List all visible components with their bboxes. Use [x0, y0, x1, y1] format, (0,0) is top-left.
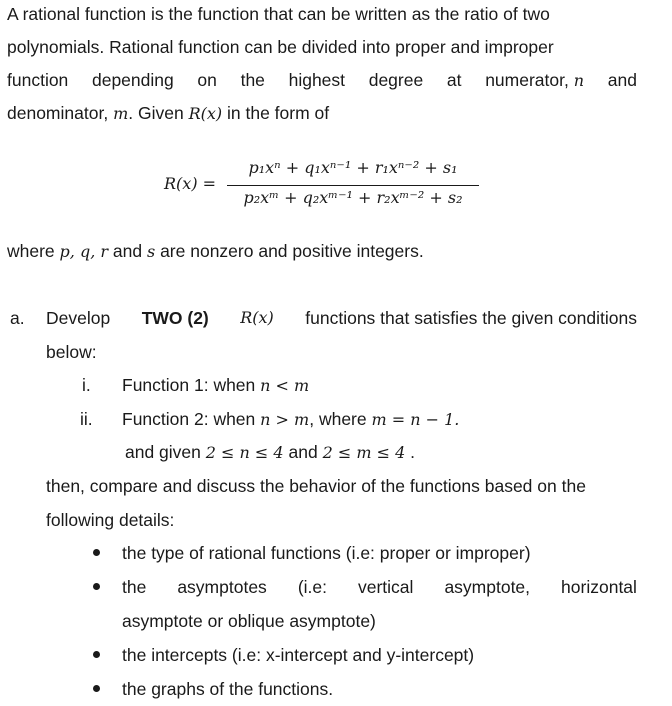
given-line	[125, 441, 415, 464]
word: the	[122, 577, 147, 597]
item-function-2	[122, 408, 459, 431]
formula-lhs: R(x) =	[164, 174, 217, 193]
word: numerator,	[485, 70, 569, 90]
bullet-item-asymptotes	[122, 576, 637, 598]
intro-line-1: A rational function is the function that can be written as the ratio of two	[7, 4, 550, 24]
math-var-n: n	[573, 71, 585, 90]
word: asymptotes	[177, 577, 267, 597]
math-var-m: m	[113, 104, 129, 123]
question-line-1	[46, 307, 637, 329]
text: and given	[125, 442, 201, 462]
bullet-item-type: the type of rational functions (i.e: proper or improper)	[122, 543, 531, 563]
item-number: ii.	[80, 409, 93, 429]
formula-denominator: p₂xᵐ + q₂xᵐ⁻¹ + r₂xᵐ⁻² + s₂	[243, 188, 463, 207]
text: functions that satisfies the given conditions	[305, 308, 637, 328]
text: Function 2: when	[122, 409, 256, 429]
text: where	[7, 241, 55, 261]
word: highest	[288, 70, 346, 90]
text: and	[112, 241, 143, 261]
word: (i.e:	[297, 577, 327, 597]
text: .	[410, 442, 415, 462]
math-condition: n > m	[260, 410, 310, 429]
math-vars-pqr: p, q, r	[59, 242, 109, 261]
text: denominator,	[7, 103, 109, 123]
word: depending	[91, 70, 174, 90]
item-function-1	[122, 374, 309, 397]
item-number: i.	[82, 375, 91, 395]
bold-count: TWO (2)	[141, 308, 209, 328]
word: asymptote,	[444, 577, 531, 597]
then-line-1: then, compare and discuss the behavior of the functions based on the	[46, 476, 586, 496]
question-label: a.	[10, 308, 25, 328]
math-func-rx: R(x)	[188, 104, 223, 123]
bullet-item-graphs: the graphs of the functions.	[122, 679, 334, 699]
fraction-bar	[227, 185, 479, 186]
word: function	[7, 70, 69, 90]
word: on	[197, 70, 217, 90]
question-line-2: below:	[46, 342, 97, 362]
intro-line-4	[7, 102, 329, 125]
text: and	[288, 442, 318, 462]
intro-line-2: polynomials. Rational function can be divided into proper and improper	[7, 37, 554, 57]
bullet-item-intercepts: the intercepts (i.e: x-intercept and y-intercept)	[122, 645, 475, 665]
math-condition: m = n − 1.	[371, 410, 460, 429]
text: , where	[309, 409, 367, 429]
bullet-dot	[93, 549, 100, 556]
math-range-m: 2 ≤ m ≤ 4	[322, 443, 406, 462]
where-line	[7, 240, 424, 263]
text: in the form of	[227, 103, 330, 123]
text: are nonzero and positive integers.	[160, 241, 424, 261]
text: Function 1: when	[122, 375, 256, 395]
formula-numerator: p₁xⁿ + q₁xⁿ⁻¹ + r₁xⁿ⁻² + s₁	[248, 158, 458, 177]
then-line-2: following details:	[46, 510, 175, 530]
math-var-s: s	[146, 242, 156, 261]
word-with-var	[485, 69, 584, 92]
math-condition: n < m	[260, 376, 310, 395]
bullet-dot	[93, 651, 100, 658]
word: the	[240, 70, 265, 90]
bullet-item-asymptotes-cont: asymptote or oblique asymptote)	[122, 611, 376, 631]
math-range-n: 2 ≤ n ≤ 4	[205, 443, 284, 462]
math-func-rx: R(x)	[240, 308, 274, 327]
word: horizontal	[561, 577, 637, 597]
text: . Given	[128, 103, 184, 123]
bullet-dot	[93, 685, 100, 692]
word: at	[446, 70, 462, 90]
word: vertical	[358, 577, 414, 597]
word: and	[607, 70, 637, 90]
word: degree	[368, 70, 424, 90]
bullet-dot	[93, 583, 100, 590]
text: Develop	[46, 308, 111, 328]
intro-line-3	[7, 69, 637, 92]
